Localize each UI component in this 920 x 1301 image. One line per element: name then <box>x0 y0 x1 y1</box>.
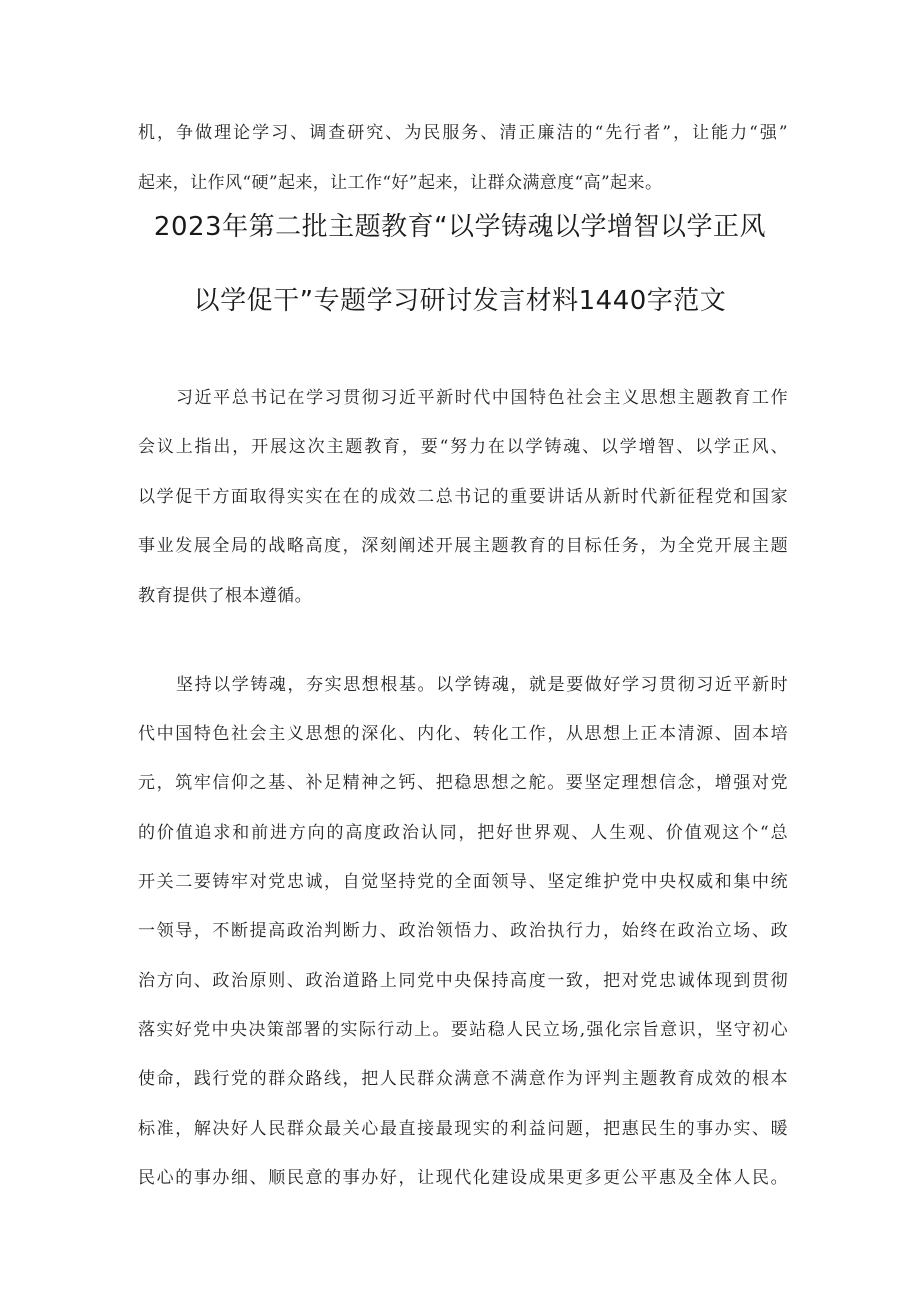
intro-line: 机，争做理论学习、调查研究、为民服务、清正廉洁的“先行者”，让能力“强” <box>138 123 788 143</box>
paragraph2-line: 的价值追求和前进方向的高度政治认同，把好世界观、人生观、价值观这个“总 <box>138 823 788 843</box>
paragraph1-line: 会议上指出，开展这次主题教育，要“努力在以学铸魂、以学增智、以学正风、 <box>138 437 788 457</box>
paragraph1-line: 事业发展全局的战略高度，深刻阐述开展主题教育的目标任务，为全党开展主题 <box>138 536 788 556</box>
paragraph1-line: 教育提供了根本遵循。 <box>138 586 312 606</box>
paragraph1-line: 以学促干方面取得实实在在的成效二总书记的重要讲话从新时代新征程党和国家 <box>138 487 788 507</box>
intro-line: 起来，让作风“硬”起来，让工作“好”起来，让群众满意度“高”起来。 <box>138 173 663 193</box>
document-title-line-1: 2023年第二批主题教育“以学铸魂以学增智以学正风 <box>153 212 767 242</box>
paragraph1-line: 习近平总书记在学习贯彻习近平新时代中国特色社会主义思想主题教育工作 <box>176 388 788 408</box>
paragraph2-line: 治方向、政治原则、政治道路上同党中央保持高度一致，把对党忠诚体现到贯彻 <box>138 971 788 991</box>
paragraph2-line: 使命，践行党的群众路线，把人民群众满意不满意作为评判主题教育成效的根本 <box>138 1069 788 1089</box>
paragraph2-line: 落实好党中央决策部署的实际行动上。要站稳人民立场,强化宗旨意识，坚守初心 <box>138 1020 788 1040</box>
document-title-line-2: 以学促干”专题学习研讨发言材料1440字范文 <box>193 286 727 316</box>
paragraph2-line: 标准，解决好人民群众最关心最直接最现实的利益问题，把惠民生的事办实、暖 <box>138 1119 788 1139</box>
paragraph2-line: 开关二要铸牢对党忠诚，自觉坚持党的全面领导、坚定维护党中央权威和集中统 <box>138 872 788 892</box>
paragraph2-line: 坚持以学铸魂，夯实思想根基。以学铸魂，就是要做好学习贯彻习近平新时 <box>176 675 788 695</box>
paragraph2-line: 元，筑牢信仰之基、补足精神之钙、把稳思想之舵。要坚定理想信念，增强对党 <box>138 773 788 793</box>
paragraph2-line: 代中国特色社会主义思想的深化、内化、转化工作，从思想上正本清源、固本培 <box>138 724 788 744</box>
paragraph2-line: 民心的事办细、顺民意的事办好，让现代化建设成果更多更公平惠及全体人民。 <box>138 1168 788 1188</box>
paragraph2-line: 一领导，不断提高政治判断力、政治领悟力、政治执行力，始终在政治立场、政 <box>138 921 788 941</box>
